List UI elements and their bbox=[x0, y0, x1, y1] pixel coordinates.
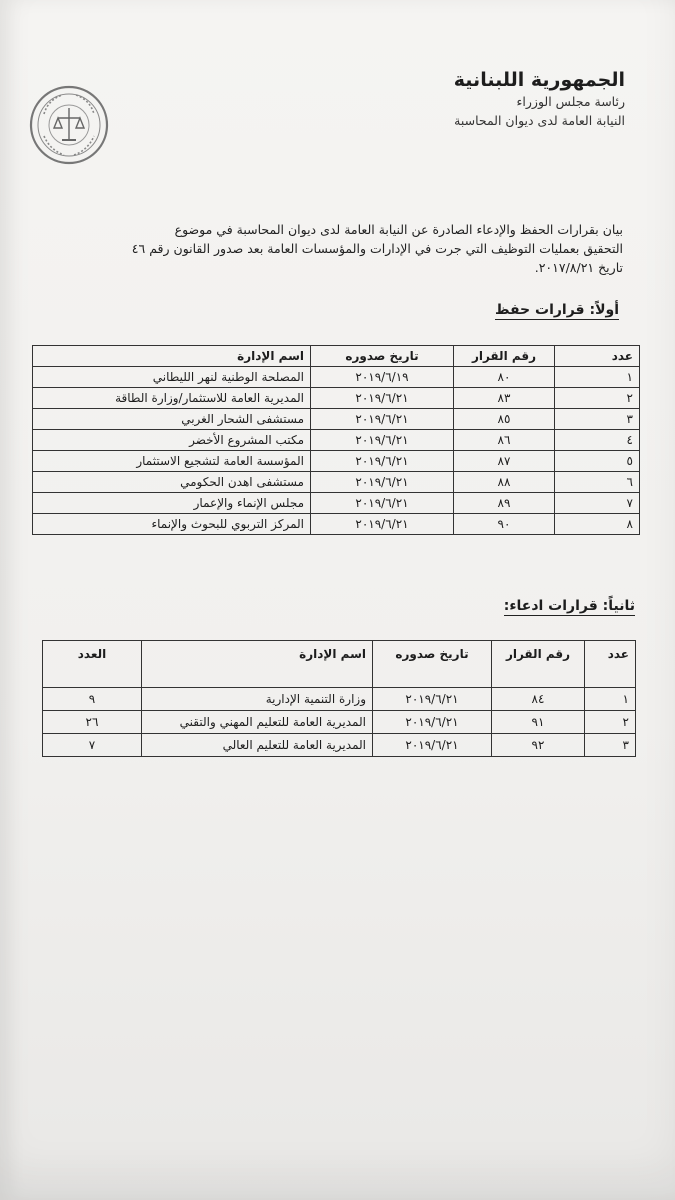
table-header-row bbox=[33, 346, 640, 367]
cell-decision: ٨٦ bbox=[454, 430, 555, 451]
cell-no: ٣ bbox=[555, 409, 640, 430]
cell-decision: ٨٧ bbox=[454, 451, 555, 472]
cell-date: ٢٠١٩/٦/٢١ bbox=[311, 493, 454, 514]
cell-no: ١ bbox=[555, 367, 640, 388]
cell-no: ٥ bbox=[555, 451, 640, 472]
col-header-date: تاريخ صدوره bbox=[373, 641, 492, 688]
intro-line-1: بيان بقرارات الحفظ والإدعاء الصادرة عن النيابة العامة لدى ديوان المحاسبة في موضوع bbox=[174, 222, 623, 237]
cell-no: ٢ bbox=[585, 711, 636, 734]
cell-no: ٢ bbox=[555, 388, 640, 409]
cell-date: ٢٠١٩/٦/٢١ bbox=[311, 430, 454, 451]
cell-date: ٢٠١٩/٦/٢١ bbox=[311, 409, 454, 430]
cell-date: ٢٠١٩/٦/٢١ bbox=[373, 688, 492, 711]
cell-date: ٢٠١٩/٦/٢١ bbox=[311, 514, 454, 535]
republic-title: الجمهورية اللبنانية bbox=[453, 69, 625, 91]
presidency-line: رئاسة مجلس الوزراء bbox=[516, 94, 625, 109]
section-closure-title: أولاً: قرارات حفظ bbox=[494, 302, 619, 318]
cell-decision: ٨٣ bbox=[454, 388, 555, 409]
cell-admin: المديرية العامة للاستثمار/وزارة الطاقة bbox=[33, 388, 311, 409]
cell-decision: ٩٢ bbox=[492, 734, 585, 757]
col-header-admin: اسم الإدارة bbox=[142, 641, 373, 688]
cell-decision: ٩١ bbox=[492, 711, 585, 734]
cell-decision: ٨٤ bbox=[492, 688, 585, 711]
cell-admin: المؤسسة العامة لتشجيع الاستثمار bbox=[33, 451, 311, 472]
prosecution-line: النيابة العامة لدى ديوان المحاسبة bbox=[454, 113, 625, 128]
table-row bbox=[33, 430, 640, 451]
col-header-no: عدد bbox=[555, 346, 640, 367]
cell-date: ٢٠١٩/٦/٢١ bbox=[373, 711, 492, 734]
official-seal-icon bbox=[28, 84, 110, 166]
table-row bbox=[43, 711, 636, 734]
intro-line-2: التحقيق بعمليات التوظيف التي جرت في الإدارات والمؤسسات العامة بعد صدور القانون رقم ٤٦ bbox=[131, 241, 623, 256]
table-row bbox=[33, 409, 640, 430]
table-header-row bbox=[43, 641, 636, 688]
cell-admin: مستشفى اهدن الحكومي bbox=[33, 472, 311, 493]
cell-no: ٤ bbox=[555, 430, 640, 451]
cell-decision: ٩٠ bbox=[454, 514, 555, 535]
cell-admin: مستشفى الشحار الغربي bbox=[33, 409, 311, 430]
col-header-count: العدد bbox=[43, 641, 142, 688]
cell-admin: وزارة التنمية الإدارية bbox=[142, 688, 373, 711]
letterhead bbox=[454, 68, 625, 130]
section-prosecution-title: ثانياً: قرارات ادعاء: bbox=[503, 598, 635, 614]
cell-date: ٢٠١٩/٦/١٩ bbox=[311, 367, 454, 388]
cell-admin: المديرية العامة للتعليم المهني والتقني bbox=[142, 711, 373, 734]
closure-decisions-table bbox=[32, 345, 640, 535]
table-row bbox=[33, 451, 640, 472]
col-header-date: تاريخ صدوره bbox=[311, 346, 454, 367]
cell-decision: ٨٨ bbox=[454, 472, 555, 493]
cell-date: ٢٠١٩/٦/٢١ bbox=[373, 734, 492, 757]
cell-date: ٢٠١٩/٦/٢١ bbox=[311, 472, 454, 493]
cell-admin: المديرية العامة للتعليم العالي bbox=[142, 734, 373, 757]
cell-decision: ٨٠ bbox=[454, 367, 555, 388]
table-row bbox=[43, 734, 636, 757]
cell-count: ٢٦ bbox=[43, 711, 142, 734]
cell-count: ٧ bbox=[43, 734, 142, 757]
cell-decision: ٨٥ bbox=[454, 409, 555, 430]
cell-date: ٢٠١٩/٦/٢١ bbox=[311, 388, 454, 409]
cell-no: ٣ bbox=[585, 734, 636, 757]
table-row bbox=[33, 367, 640, 388]
cell-decision: ٨٩ bbox=[454, 493, 555, 514]
table-row bbox=[43, 688, 636, 711]
table-row bbox=[33, 514, 640, 535]
cell-admin: المركز التربوي للبحوث والإنماء bbox=[33, 514, 311, 535]
cell-date: ٢٠١٩/٦/٢١ bbox=[311, 451, 454, 472]
col-header-decision: رقم القرار bbox=[454, 346, 555, 367]
cell-no: ١ bbox=[585, 688, 636, 711]
intro-line-3: تاريخ ٢٠١٧/٨/٢١. bbox=[534, 260, 623, 275]
cell-admin: مجلس الإنماء والإعمار bbox=[33, 493, 311, 514]
col-header-decision: رقم القرار bbox=[492, 641, 585, 688]
table-row bbox=[33, 388, 640, 409]
prosecution-decisions-table bbox=[42, 640, 636, 757]
col-header-no: عدد bbox=[585, 641, 636, 688]
table-row bbox=[33, 493, 640, 514]
cell-admin: المصلحة الوطنية لنهر الليطاني bbox=[33, 367, 311, 388]
cell-no: ٧ bbox=[555, 493, 640, 514]
intro-paragraph bbox=[48, 220, 623, 277]
table-row bbox=[33, 472, 640, 493]
cell-count: ٩ bbox=[43, 688, 142, 711]
cell-no: ٨ bbox=[555, 514, 640, 535]
cell-no: ٦ bbox=[555, 472, 640, 493]
cell-admin: مكتب المشروع الأخضر bbox=[33, 430, 311, 451]
col-header-admin: اسم الإدارة bbox=[33, 346, 311, 367]
